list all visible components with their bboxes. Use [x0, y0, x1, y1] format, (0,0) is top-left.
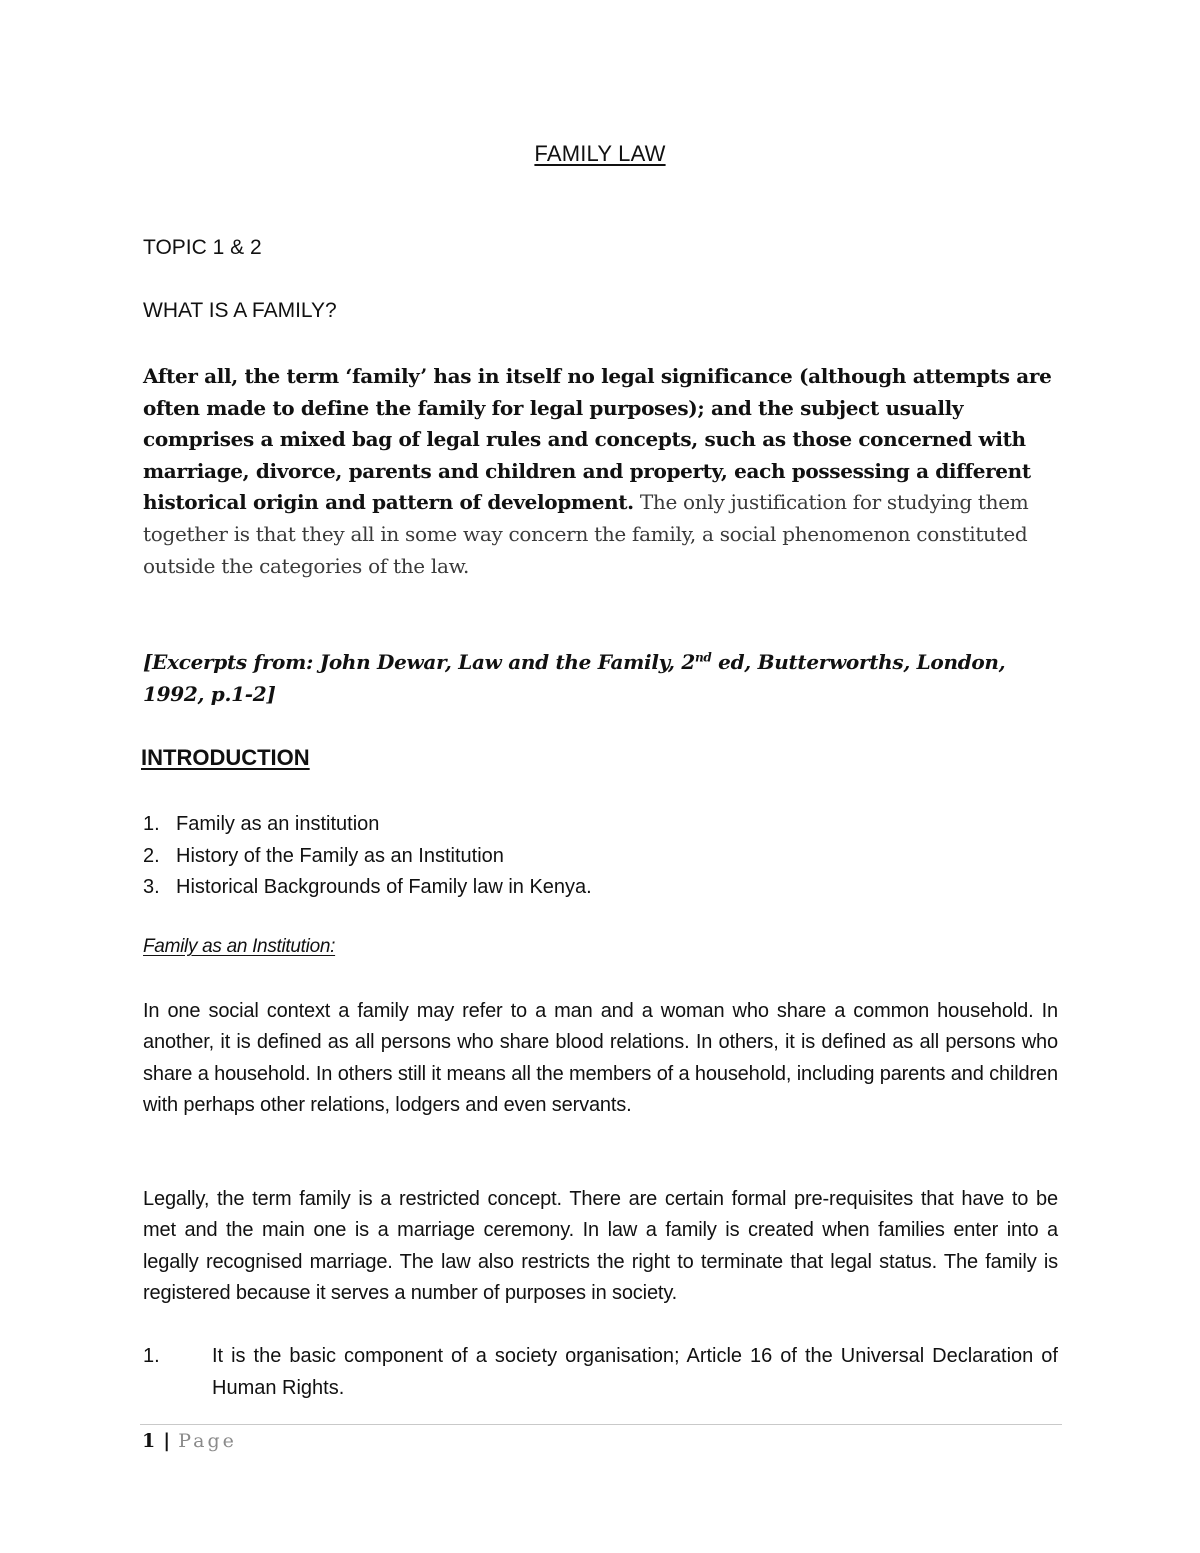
introduction-list: [143, 809, 592, 904]
excerpt-plain-text: The only justification for studying them together is that they all in some way concern the family, a social phenomenon constituted outside the categories of the law.: [143, 490, 1029, 578]
footer-divider: [140, 1424, 1062, 1425]
list-item-number: 2.: [143, 844, 160, 867]
excerpt-paragraph: [143, 361, 1063, 582]
purpose-number: 1.: [143, 1345, 160, 1367]
introduction-heading: INTRODUCTION: [141, 745, 310, 770]
page-footer: [142, 1430, 237, 1452]
list-item-text: History of the Family as an Institution: [176, 844, 504, 867]
list-item-number: 1.: [143, 813, 160, 835]
list-item: [143, 809, 592, 841]
page-label: Page: [178, 1430, 237, 1452]
list-item-text: Historical Backgrounds of Family law in Kenya.: [176, 876, 592, 898]
topic-heading: TOPIC 1 & 2: [143, 236, 262, 259]
citation-superscript: nd: [695, 650, 712, 665]
page-number: 1: [142, 1430, 156, 1452]
body-paragraph-1: In one social context a family may refer to a man and a woman who share a common household. In another, it is defined as all persons who share blood relations. In others, it is defined as all persons who share a household. In others still it means all the members of a household, including parents and children with perhaps other relations, lodgers and even servants.: [143, 1000, 1058, 1117]
excerpt-citation: [143, 646, 1063, 710]
section-subheading: Family as an Institution:: [143, 936, 336, 957]
body-paragraph-2: Legally, the term family is a restricted concept. There are certain formal pre-requisites that have to be met and the main one is a marriage ceremony. In law a family is created when families enter into a legally recognised marriage. The law also restricts the right to terminate that legal status. The family is registered because it serves a number of purposes in society.: [143, 1188, 1058, 1305]
document-title: FAMILY LAW: [534, 141, 666, 166]
list-item: [143, 841, 592, 873]
excerpt-bold-text: After all, the term ‘family’ has in itself no legal significance (although attempts are often made to define the family for legal purposes); and the subject usually comprises a mixed bag of legal rules and concepts, such as those concerned with marriage, divorce, parents and children and property, each possessing a different historical origin and pattern of development.: [143, 364, 1052, 515]
list-item: [143, 872, 592, 904]
question-heading: WHAT IS A FAMILY?: [143, 299, 337, 322]
list-item-text: Family as an institution: [176, 813, 380, 835]
purpose-list-item: [143, 1341, 1058, 1404]
citation-text-start: [Excerpts from: John Dewar, Law and the Family, 2: [143, 650, 695, 674]
list-item-number: 3.: [143, 876, 160, 898]
purpose-text: It is the basic component of a society organisation; Article 16 of the Universal Declaration of Human Rights.: [212, 1345, 1058, 1399]
citation-text-end: ed, Butterworths, London, 1992, p.1-2]: [143, 650, 1006, 706]
footer-separator: |: [163, 1430, 171, 1452]
